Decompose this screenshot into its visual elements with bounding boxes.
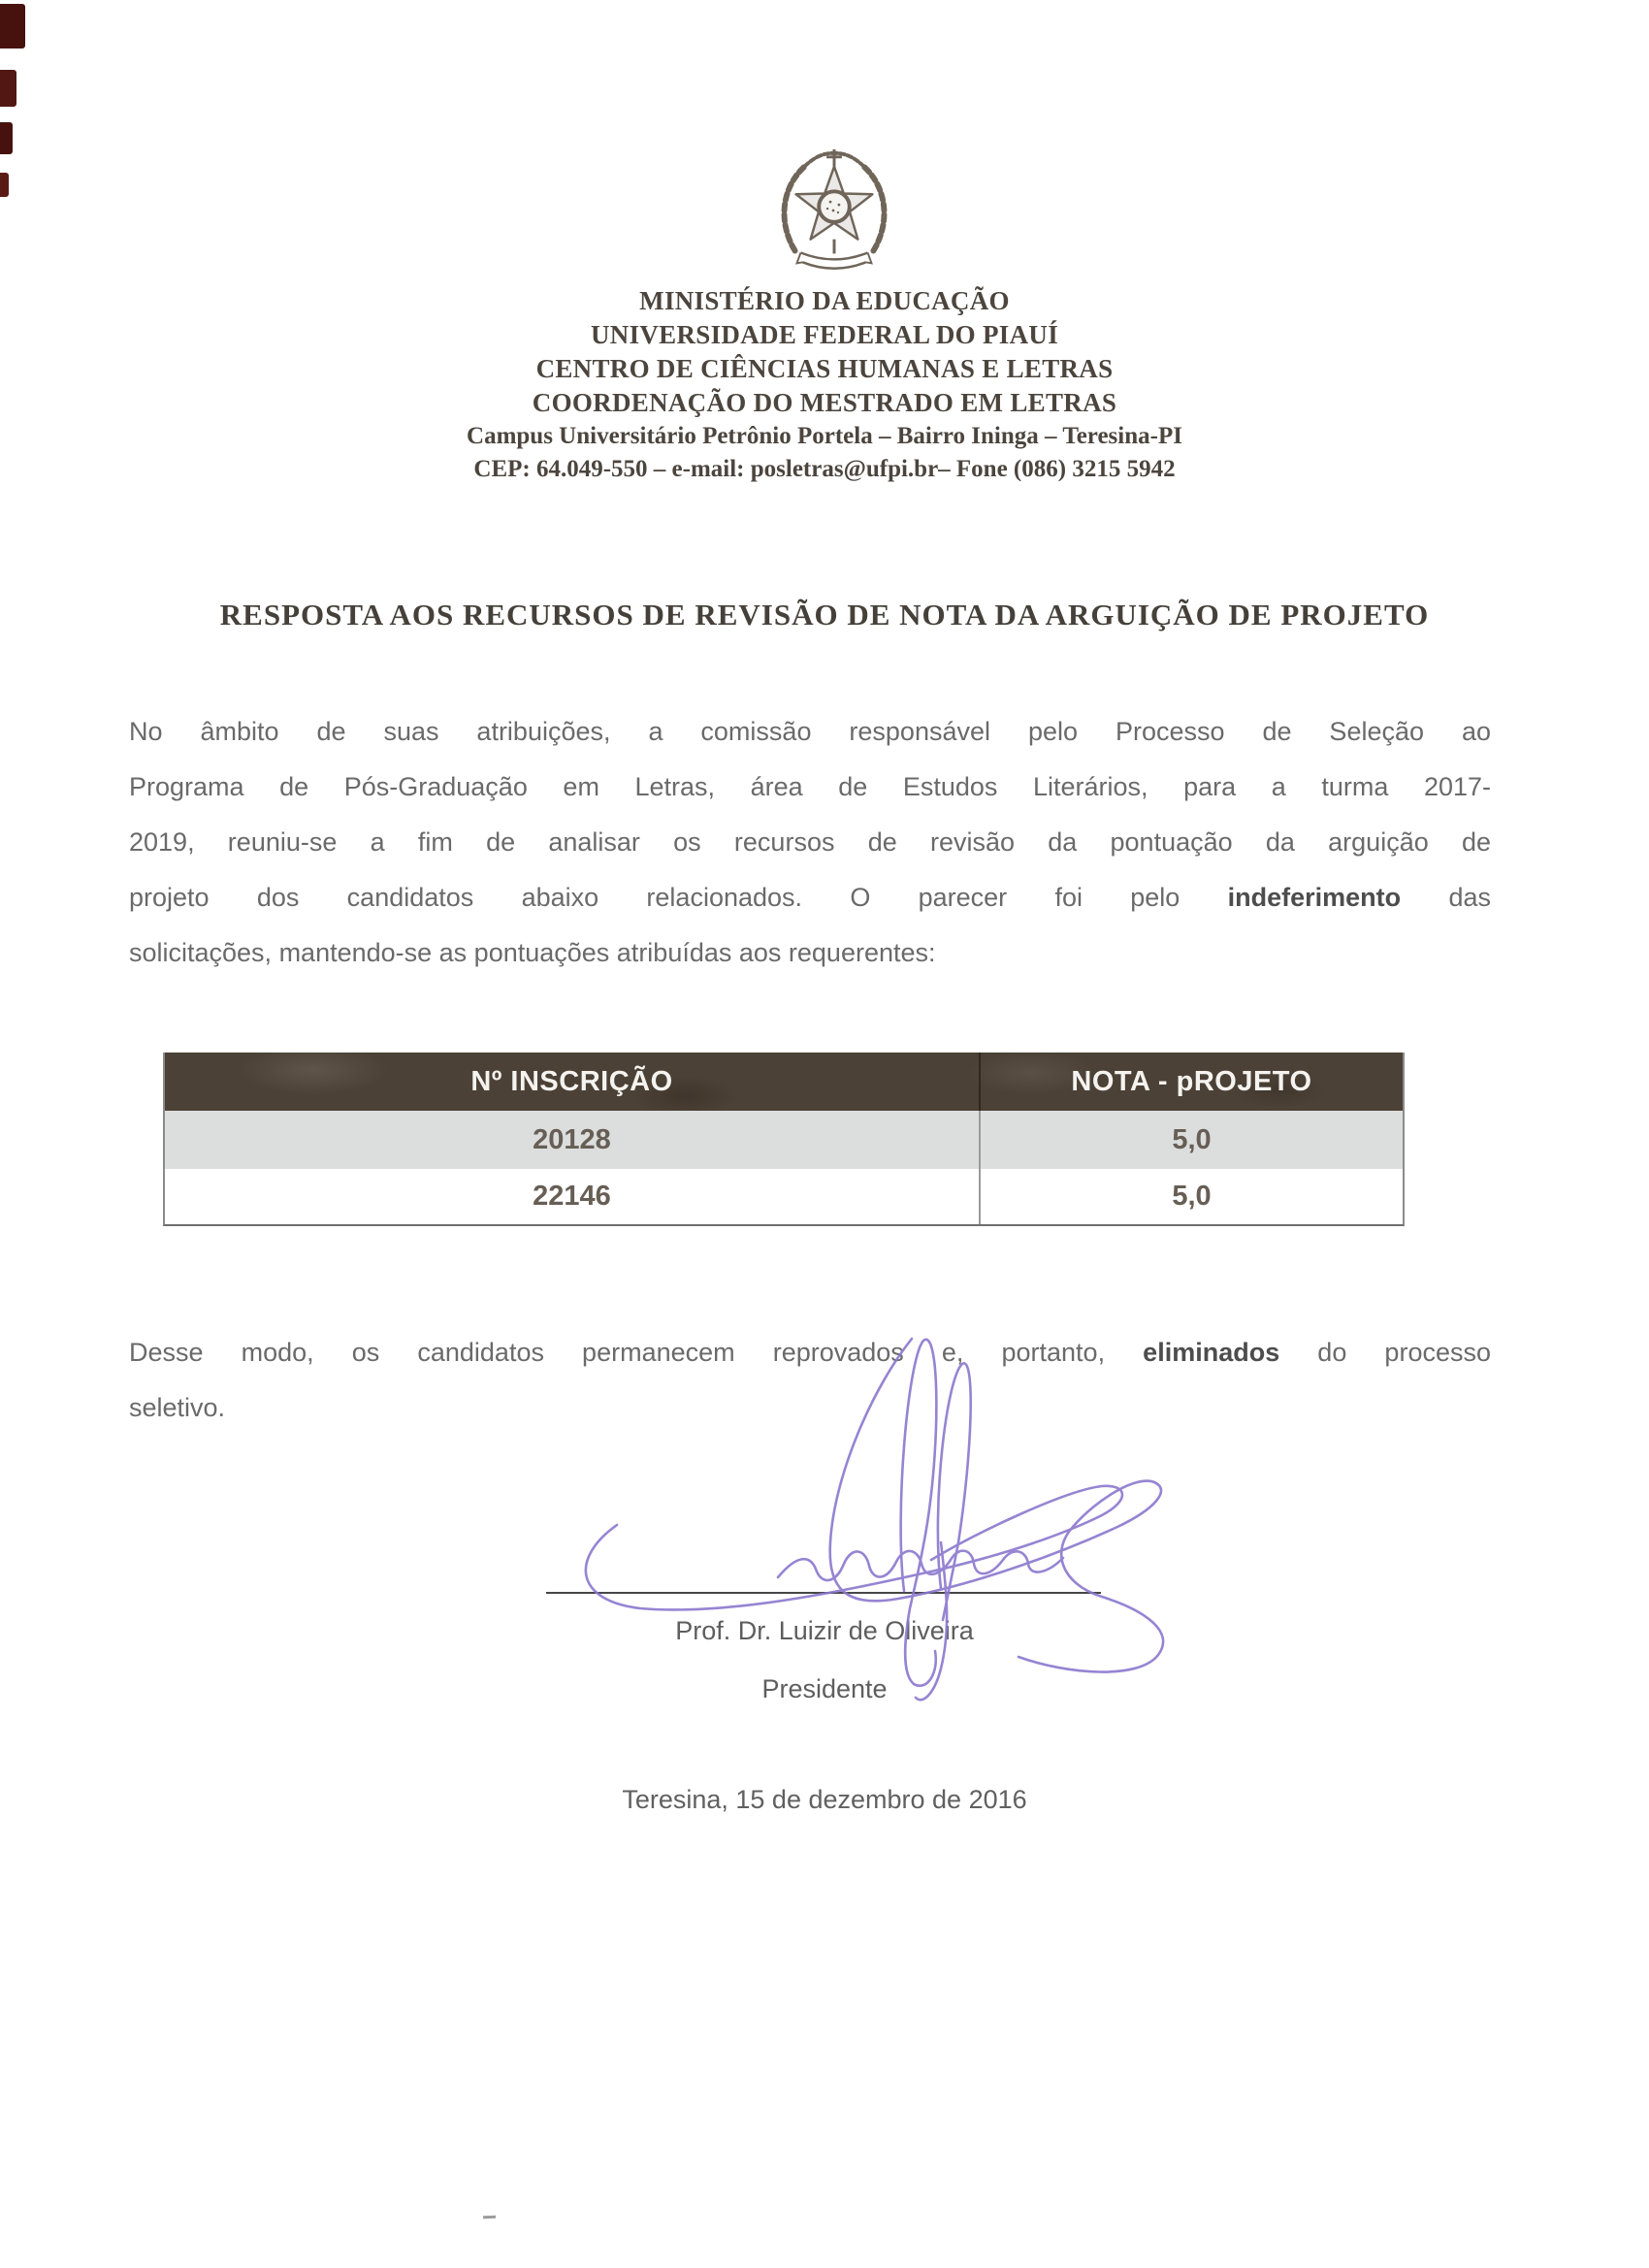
table-header-inscricao: Nº INSCRIÇÃO [165,1053,981,1111]
date-line: Teresina, 15 de dezembro de 2016 [622,1785,1027,1814]
paragraph-line: 2019, reuniu-se a fim de analisar os recursos de revisão da pontuação da arguição de [129,827,1491,857]
paragraph-text: das [1401,883,1491,912]
inscricao-value: 20128 [165,1111,981,1169]
results-table [163,1053,1405,1226]
paragraph-line: No âmbito de suas atribuições, a comissão responsável pelo Processo de Seleção ao [129,717,1491,746]
nota-value: 5,0 [1172,1123,1212,1155]
table-header-row [165,1053,1403,1111]
org-line-university: UNIVERSIDADE FEDERAL DO PIAUÍ [590,320,1059,349]
org-line-center: CENTRO DE CIÊNCIAS HUMANAS E LETRAS [535,354,1114,383]
signer-name: Prof. Dr. Luizir de Oliveira [675,1616,974,1645]
org-line-coordination: COORDENAÇÃO DO MESTRADO EM LETRAS [532,388,1117,417]
signature-line [546,1592,1101,1594]
org-line-ministry: MINISTÉRIO DA EDUCAÇÃO [639,286,1010,315]
table-row [165,1111,1403,1169]
inscricao-value: 22146 [165,1169,981,1224]
paragraph-text: Desse modo, os candidatos permanecem reprovados e, portanto, [129,1338,1144,1367]
bold-word-indeferimento: indeferimento [1227,883,1402,912]
paragraph-line: Programa de Pós-Graduação em Letras, área de Estudos Literários, para a turma 2017- [129,772,1491,801]
scan-artifact-dash [483,2216,496,2219]
bold-word-eliminados: eliminados [1143,1338,1280,1367]
contact-info: CEP: 64.049-550 – e-mail: posletras@ufpi.br– Fone (086) 3215 5942 [473,456,1176,482]
table-row [165,1169,1403,1224]
document-title: RESPOSTA AOS RECURSOS DE REVISÃO DE NOTA DA ARGUIÇÃO DE PROJETO [219,598,1430,632]
paragraph-line: seletivo. [129,1393,226,1422]
scan-artifact [0,173,9,197]
scan-artifact [0,122,13,154]
body-paragraph-2 [129,1325,1491,1436]
paragraph-line: solicitações, mantendo-se as pontuações atribuídas aos requerentes: [129,938,936,967]
signer-role: Presidente [761,1674,888,1703]
paragraph-text: projeto dos candidatos abaixo relacionados. O parecer foi pelo [129,883,1228,912]
scan-artifact [0,4,25,49]
campus-address: Campus Universitário Petrônio Portela – Bairro Ininga – Teresina-PI [467,423,1182,449]
coat-of-arms-emblem [762,138,906,291]
paragraph-text: do processo [1279,1338,1491,1367]
body-paragraph-1 [129,704,1491,981]
nota-value: 5,0 [1172,1181,1212,1212]
paragraph-line [129,1325,1491,1380]
scan-artifact [0,70,16,107]
letterhead [0,284,1649,486]
table-header-nota: NOTA - pROJETO [1071,1065,1312,1097]
paragraph-line [129,870,1491,925]
